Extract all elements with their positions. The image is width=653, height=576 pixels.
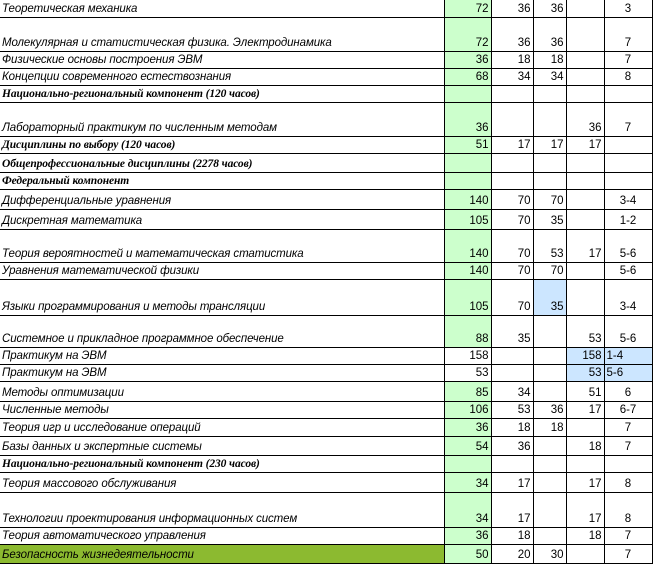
- lab-hours-cell: 158: [566, 347, 604, 364]
- semester-cell: 7: [604, 17, 652, 51]
- section-title: Национально-региональный компонент (120 часов): [0, 85, 444, 102]
- practice-hours-cell: [533, 172, 566, 189]
- lab-hours-cell: [566, 153, 604, 172]
- lecture-hours-cell: 36: [491, 17, 533, 51]
- lecture-hours-cell: [491, 153, 533, 172]
- practice-hours-cell: [533, 153, 566, 172]
- total-hours-cell: 36: [444, 418, 491, 436]
- practice-hours-cell: 36: [533, 0, 566, 17]
- lecture-hours-cell: 35: [491, 315, 533, 347]
- lab-hours-cell: 18: [566, 527, 604, 544]
- discipline-name: Безопасность жизнедеятельности: [0, 544, 444, 563]
- total-hours-cell: [444, 153, 491, 172]
- practice-hours-cell: [533, 315, 566, 347]
- discipline-name: Физические основы построения ЭВМ: [0, 51, 444, 68]
- discipline-name: Теория автоматического управления: [0, 527, 444, 544]
- practice-hours-cell: [533, 347, 566, 364]
- practice-hours-cell: 70: [533, 189, 566, 209]
- semester-cell: [604, 136, 652, 153]
- lecture-hours-cell: 17: [491, 492, 533, 527]
- lab-hours-cell: [566, 51, 604, 68]
- lab-hours-cell: [566, 279, 604, 315]
- total-hours-cell: 140: [444, 229, 491, 262]
- total-hours-cell: 54: [444, 436, 491, 455]
- discipline-name: Языки программирования и методы трансляции: [0, 279, 444, 315]
- lab-hours-cell: [566, 455, 604, 472]
- lab-hours-cell: [566, 68, 604, 85]
- lecture-hours-cell: 70: [491, 189, 533, 209]
- semester-cell: [604, 455, 652, 472]
- total-hours-cell: 51: [444, 136, 491, 153]
- lab-hours-cell: 17: [566, 401, 604, 418]
- discipline-name: Лабораторный практикум по численным методам: [0, 102, 444, 136]
- semester-cell: 5-6: [604, 229, 652, 262]
- total-hours-cell: 85: [444, 381, 491, 401]
- table-row: [0, 229, 652, 262]
- lab-hours-cell: [566, 544, 604, 563]
- lecture-hours-cell: [491, 364, 533, 381]
- lecture-hours-cell: 18: [491, 527, 533, 544]
- semester-cell: 1-2: [604, 209, 652, 229]
- total-hours-cell: 53: [444, 364, 491, 381]
- discipline-name: Дискретная математика: [0, 209, 444, 229]
- practice-hours-cell: [533, 364, 566, 381]
- total-hours-cell: 140: [444, 262, 491, 279]
- practice-hours-cell: [533, 455, 566, 472]
- lecture-hours-cell: 36: [491, 0, 533, 17]
- lecture-hours-cell: 34: [491, 68, 533, 85]
- lecture-hours-cell: [491, 85, 533, 102]
- lab-hours-cell: 17: [566, 472, 604, 492]
- semester-cell: 7: [604, 102, 652, 136]
- practice-hours-cell: 34: [533, 68, 566, 85]
- semester-cell: 8: [604, 472, 652, 492]
- total-hours-cell: 158: [444, 347, 491, 364]
- discipline-name: Методы оптимизации: [0, 381, 444, 401]
- discipline-name: Теория массового обслуживания: [0, 472, 444, 492]
- table-row: [0, 102, 652, 136]
- lab-hours-cell: [566, 0, 604, 17]
- total-hours-cell: 36: [444, 102, 491, 136]
- lecture-hours-cell: [491, 347, 533, 364]
- section-title: Общепрофессиональные дисциплины (2278 часов): [0, 153, 444, 172]
- lecture-hours-cell: [491, 455, 533, 472]
- semester-cell: [604, 153, 652, 172]
- total-hours-cell: 106: [444, 401, 491, 418]
- lab-hours-cell: 53: [566, 315, 604, 347]
- practice-hours-cell: [533, 527, 566, 544]
- total-hours-cell: 72: [444, 0, 491, 17]
- practice-hours-cell: 18: [533, 51, 566, 68]
- lab-hours-cell: [566, 85, 604, 102]
- practice-hours-cell: 36: [533, 401, 566, 418]
- semester-cell: 3-4: [604, 279, 652, 315]
- lab-hours-cell: 36: [566, 102, 604, 136]
- practice-hours-cell: [533, 102, 566, 136]
- discipline-name: Теория вероятностей и математическая статистика: [0, 229, 444, 262]
- semester-cell: [604, 85, 652, 102]
- practice-hours-cell: 30: [533, 544, 566, 563]
- table-row: [0, 492, 652, 527]
- semester-cell: 8: [604, 492, 652, 527]
- discipline-name: Концепции современного естествознания: [0, 68, 444, 85]
- lecture-hours-cell: 18: [491, 51, 533, 68]
- section-title: Национально-региональный компонент (230 часов): [0, 455, 444, 472]
- semester-cell: 7: [604, 418, 652, 436]
- semester-cell: 5-6: [604, 262, 652, 279]
- table-row: [0, 472, 652, 492]
- practice-hours-cell: 53: [533, 229, 566, 262]
- practice-hours-cell: [533, 85, 566, 102]
- lecture-hours-cell: 17: [491, 472, 533, 492]
- section-title: Федеральный компонент: [0, 172, 444, 189]
- discipline-name: Базы данных и экспертные системы: [0, 436, 444, 455]
- table-row: [0, 544, 652, 563]
- lab-hours-cell: [566, 172, 604, 189]
- total-hours-cell: 34: [444, 492, 491, 527]
- discipline-name: Молекулярная и статистическая физика. Электродинамика: [0, 17, 444, 51]
- total-hours-cell: 105: [444, 279, 491, 315]
- lab-hours-cell: 17: [566, 229, 604, 262]
- semester-cell: 8: [604, 68, 652, 85]
- lecture-hours-cell: [491, 102, 533, 136]
- section-header-row: [0, 172, 652, 189]
- lecture-hours-cell: 53: [491, 401, 533, 418]
- total-hours-cell: 105: [444, 209, 491, 229]
- table-row: [0, 364, 652, 381]
- lab-hours-cell: 17: [566, 492, 604, 527]
- semester-cell: 5-6: [604, 315, 652, 347]
- total-hours-cell: 72: [444, 17, 491, 51]
- table-row: [0, 68, 652, 85]
- lecture-hours-cell: [491, 172, 533, 189]
- table-row: [0, 262, 652, 279]
- lecture-hours-cell: 70: [491, 279, 533, 315]
- table-row: [0, 209, 652, 229]
- practice-hours-cell: 17: [533, 136, 566, 153]
- lecture-hours-cell: 17: [491, 136, 533, 153]
- discipline-name: Теория игр и исследование операций: [0, 418, 444, 436]
- table-row: [0, 401, 652, 418]
- lab-hours-cell: [566, 17, 604, 51]
- practice-hours-cell: 18: [533, 418, 566, 436]
- lab-hours-cell: 17: [566, 136, 604, 153]
- total-hours-cell: 36: [444, 527, 491, 544]
- section-header-row: [0, 85, 652, 102]
- table-row: [0, 315, 652, 347]
- total-hours-cell: 88: [444, 315, 491, 347]
- lab-hours-cell: [566, 189, 604, 209]
- semester-cell: [604, 172, 652, 189]
- total-hours-cell: 50: [444, 544, 491, 563]
- lab-hours-cell: [566, 418, 604, 436]
- practice-hours-cell: [533, 381, 566, 401]
- total-hours-cell: [444, 172, 491, 189]
- table-row: [0, 17, 652, 51]
- lab-hours-cell: 18: [566, 436, 604, 455]
- lab-hours-cell: 51: [566, 381, 604, 401]
- lecture-hours-cell: 34: [491, 381, 533, 401]
- total-hours-cell: 34: [444, 472, 491, 492]
- practice-hours-cell: 35: [533, 279, 566, 315]
- table-row: [0, 418, 652, 436]
- practice-hours-cell: [533, 436, 566, 455]
- discipline-name: Системное и прикладное программное обеспечение: [0, 315, 444, 347]
- lecture-hours-cell: 18: [491, 418, 533, 436]
- table-row: [0, 436, 652, 455]
- semester-cell: 7: [604, 436, 652, 455]
- section-title: Дисциплины по выбору (120 часов): [0, 136, 444, 153]
- lecture-hours-cell: 70: [491, 262, 533, 279]
- lab-hours-cell: [566, 262, 604, 279]
- lab-hours-cell: 53: [566, 364, 604, 381]
- section-header-row: [0, 153, 652, 172]
- total-hours-cell: [444, 455, 491, 472]
- total-hours-cell: [444, 85, 491, 102]
- discipline-name: Дифференциальные уравнения: [0, 189, 444, 209]
- lecture-hours-cell: 36: [491, 436, 533, 455]
- discipline-name: Теоретическая механика: [0, 0, 444, 17]
- discipline-name: Практикум на ЭВМ: [0, 364, 444, 381]
- total-hours-cell: 140: [444, 189, 491, 209]
- table-row: [0, 189, 652, 209]
- semester-cell: 3-4: [604, 189, 652, 209]
- semester-cell: 6: [604, 381, 652, 401]
- table-row: [0, 347, 652, 364]
- table-row: [0, 0, 652, 17]
- semester-cell: 5-6: [604, 364, 652, 381]
- semester-cell: 1-4: [604, 347, 652, 364]
- total-hours-cell: 68: [444, 68, 491, 85]
- table-row: [0, 527, 652, 544]
- semester-cell: 3: [604, 0, 652, 17]
- lab-hours-cell: [566, 209, 604, 229]
- semester-cell: 7: [604, 544, 652, 563]
- lecture-hours-cell: 70: [491, 229, 533, 262]
- discipline-name: Уравнения математической физики: [0, 262, 444, 279]
- lecture-hours-cell: 20: [491, 544, 533, 563]
- discipline-name: Численные методы: [0, 401, 444, 418]
- semester-cell: 7: [604, 51, 652, 68]
- practice-hours-cell: 35: [533, 209, 566, 229]
- section-header-row: [0, 136, 652, 153]
- practice-hours-cell: [533, 472, 566, 492]
- total-hours-cell: 36: [444, 51, 491, 68]
- table-row: [0, 51, 652, 68]
- table-row: [0, 279, 652, 315]
- practice-hours-cell: 70: [533, 262, 566, 279]
- semester-cell: 7: [604, 527, 652, 544]
- table-row: [0, 381, 652, 401]
- section-header-row: [0, 455, 652, 472]
- practice-hours-cell: [533, 492, 566, 527]
- semester-cell: 6-7: [604, 401, 652, 418]
- lecture-hours-cell: 70: [491, 209, 533, 229]
- discipline-name: Практикум на ЭВМ: [0, 347, 444, 364]
- practice-hours-cell: 36: [533, 17, 566, 51]
- discipline-name: Технологии проектирования информационных систем: [0, 492, 444, 527]
